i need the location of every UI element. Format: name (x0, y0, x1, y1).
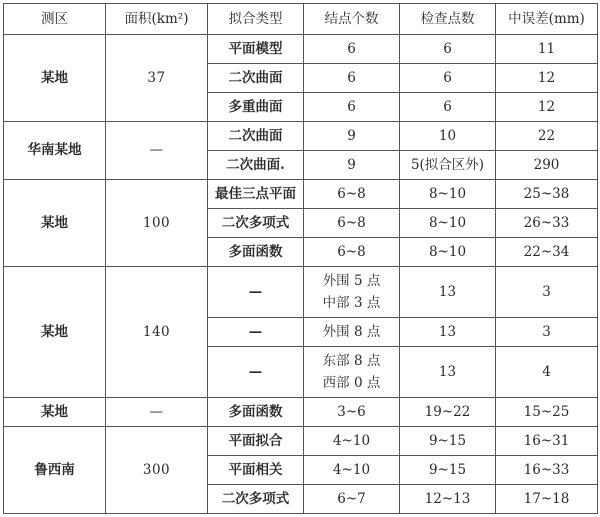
cell-node-count (304, 398, 400, 427)
node-count-line: 6~8 (337, 214, 366, 231)
node-count-line: 6~8 (337, 185, 366, 202)
cell-survey-area: 华南某地 (4, 122, 106, 180)
cell-area-size: — (106, 398, 208, 427)
table-row (4, 427, 598, 456)
node-count-line: 6~7 (337, 490, 366, 507)
cell-survey-area: 某地 (4, 398, 106, 427)
cell-mean-error: 12 (496, 93, 598, 122)
node-count-line: 西部 0 点 (322, 374, 381, 391)
cell-area-size: 37 (106, 35, 208, 122)
cell-mean-error: 290 (496, 151, 598, 180)
node-count-line: 外围 5 点 (322, 273, 381, 290)
cell-check-count: 6 (400, 35, 496, 64)
cell-area-size: — (106, 122, 208, 180)
cell-check-count: 8~10 (400, 209, 496, 238)
cell-fit-type: 多面函数 (208, 238, 304, 267)
cell-node-count (304, 267, 400, 318)
cell-survey-area: 某地 (4, 180, 106, 267)
cell-mean-error: 12 (496, 64, 598, 93)
cell-node-count (304, 427, 400, 456)
cell-mean-error: 22~34 (496, 238, 598, 267)
table-row (4, 35, 598, 64)
cell-fit-type: 最佳三点平面 (208, 180, 304, 209)
cell-node-count (304, 456, 400, 485)
node-count-line: 6~8 (337, 243, 366, 260)
cell-node-count (304, 151, 400, 180)
cell-mean-error: 16~31 (496, 427, 598, 456)
cell-area-size: 140 (106, 267, 208, 398)
header-survey-area: 测区 (4, 4, 106, 35)
header-node-count: 结点个数 (304, 4, 400, 35)
cell-check-count: 13 (400, 267, 496, 318)
node-count-line: 9 (347, 127, 356, 144)
cell-fit-type: 二次多项式 (208, 209, 304, 238)
cell-area-size: 300 (106, 427, 208, 514)
cell-fit-type: 二次曲面. (208, 151, 304, 180)
cell-fit-type: 平面相关 (208, 456, 304, 485)
node-count-line: 3~6 (337, 403, 366, 420)
cell-node-count (304, 122, 400, 151)
cell-mean-error: 3 (496, 267, 598, 318)
cell-node-count (304, 485, 400, 514)
cell-check-count: 13 (400, 347, 496, 398)
cell-fit-type: 平面拟合 (208, 427, 304, 456)
table-row (4, 122, 598, 151)
cell-fit-type: — (208, 318, 304, 347)
header-mean-error: 中误差(mm) (496, 4, 598, 35)
cell-check-count: 5(拟合区外) (400, 151, 496, 180)
node-count-line: 4~10 (332, 461, 371, 478)
node-count-line: 外围 8 点 (322, 323, 381, 340)
cell-survey-area: 某地 (4, 267, 106, 398)
cell-check-count: 6 (400, 93, 496, 122)
cell-check-count: 19~22 (400, 398, 496, 427)
cell-node-count (304, 318, 400, 347)
cell-check-count: 8~10 (400, 238, 496, 267)
node-count-line: 东部 8 点 (322, 353, 381, 370)
cell-mean-error: 11 (496, 35, 598, 64)
cell-mean-error: 17~18 (496, 485, 598, 514)
cell-node-count (304, 35, 400, 64)
cell-fit-type: 二次曲面 (208, 122, 304, 151)
cell-fit-type: 多重曲面 (208, 93, 304, 122)
cell-node-count (304, 64, 400, 93)
cell-check-count: 12~13 (400, 485, 496, 514)
header-check-count: 检查点数 (400, 4, 496, 35)
cell-node-count (304, 209, 400, 238)
cell-fit-type: 平面模型 (208, 35, 304, 64)
table-body (4, 35, 598, 514)
cell-check-count: 13 (400, 318, 496, 347)
cell-mean-error: 22 (496, 122, 598, 151)
node-count-line: 4~10 (332, 432, 371, 449)
cell-fit-type: 二次曲面 (208, 64, 304, 93)
table-row (4, 180, 598, 209)
cell-area-size: 100 (106, 180, 208, 267)
accuracy-table (3, 3, 598, 514)
cell-mean-error: 16~33 (496, 456, 598, 485)
node-count-line: 6 (347, 98, 356, 115)
cell-node-count (304, 347, 400, 398)
table-row (4, 398, 598, 427)
node-count-line: 6 (347, 69, 356, 86)
header-area-size: 面积(km²) (106, 4, 208, 35)
cell-node-count (304, 180, 400, 209)
header-fit-type: 拟合类型 (208, 4, 304, 35)
cell-check-count: 6 (400, 64, 496, 93)
cell-fit-type: — (208, 267, 304, 318)
cell-mean-error: 4 (496, 347, 598, 398)
cell-fit-type: 二次多项式 (208, 485, 304, 514)
cell-mean-error: 25~38 (496, 180, 598, 209)
table-row (4, 267, 598, 318)
cell-mean-error: 15~25 (496, 398, 598, 427)
cell-check-count: 9~15 (400, 427, 496, 456)
node-count-line: 中部 3 点 (322, 294, 381, 311)
cell-mean-error: 26~33 (496, 209, 598, 238)
cell-node-count (304, 238, 400, 267)
cell-node-count (304, 93, 400, 122)
table-header-row (4, 4, 598, 35)
node-count-line: 6 (347, 40, 356, 57)
cell-survey-area: 鲁西南 (4, 427, 106, 514)
cell-check-count: 8~10 (400, 180, 496, 209)
cell-mean-error: 3 (496, 318, 598, 347)
cell-fit-type: 多面函数 (208, 398, 304, 427)
cell-fit-type: — (208, 347, 304, 398)
cell-survey-area: 某地 (4, 35, 106, 122)
cell-check-count: 9~15 (400, 456, 496, 485)
node-count-line: 9 (347, 156, 356, 173)
cell-check-count: 10 (400, 122, 496, 151)
